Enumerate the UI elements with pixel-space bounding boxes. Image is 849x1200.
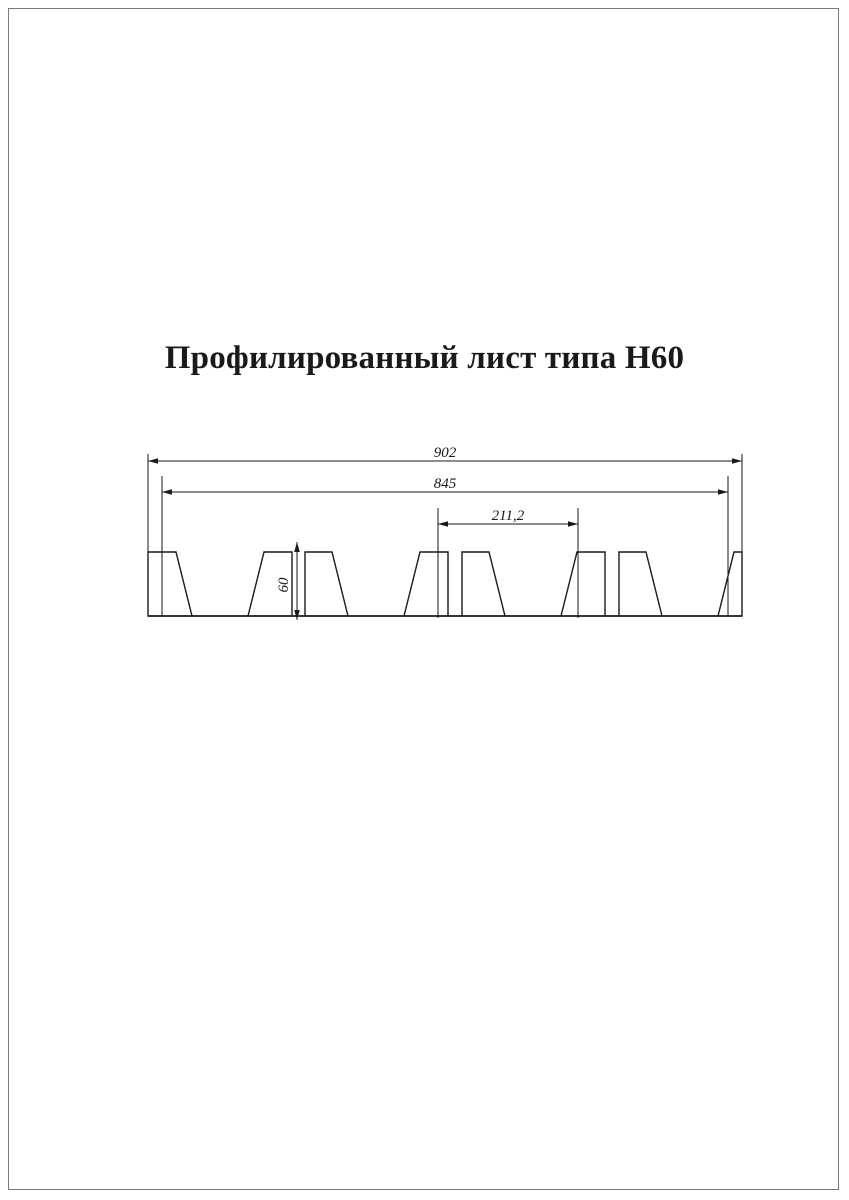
dimension-label-useful-width: 845 (433, 476, 457, 492)
page-title: Профилированный лист типа Н60 (164, 340, 685, 376)
dimension-label-wave-pitch: 211,2 (491, 508, 525, 524)
profile-section-drawing (120, 430, 760, 690)
dimension-label-overall-width: 902 (433, 445, 457, 461)
dimension-label-height: 60 (276, 577, 292, 593)
